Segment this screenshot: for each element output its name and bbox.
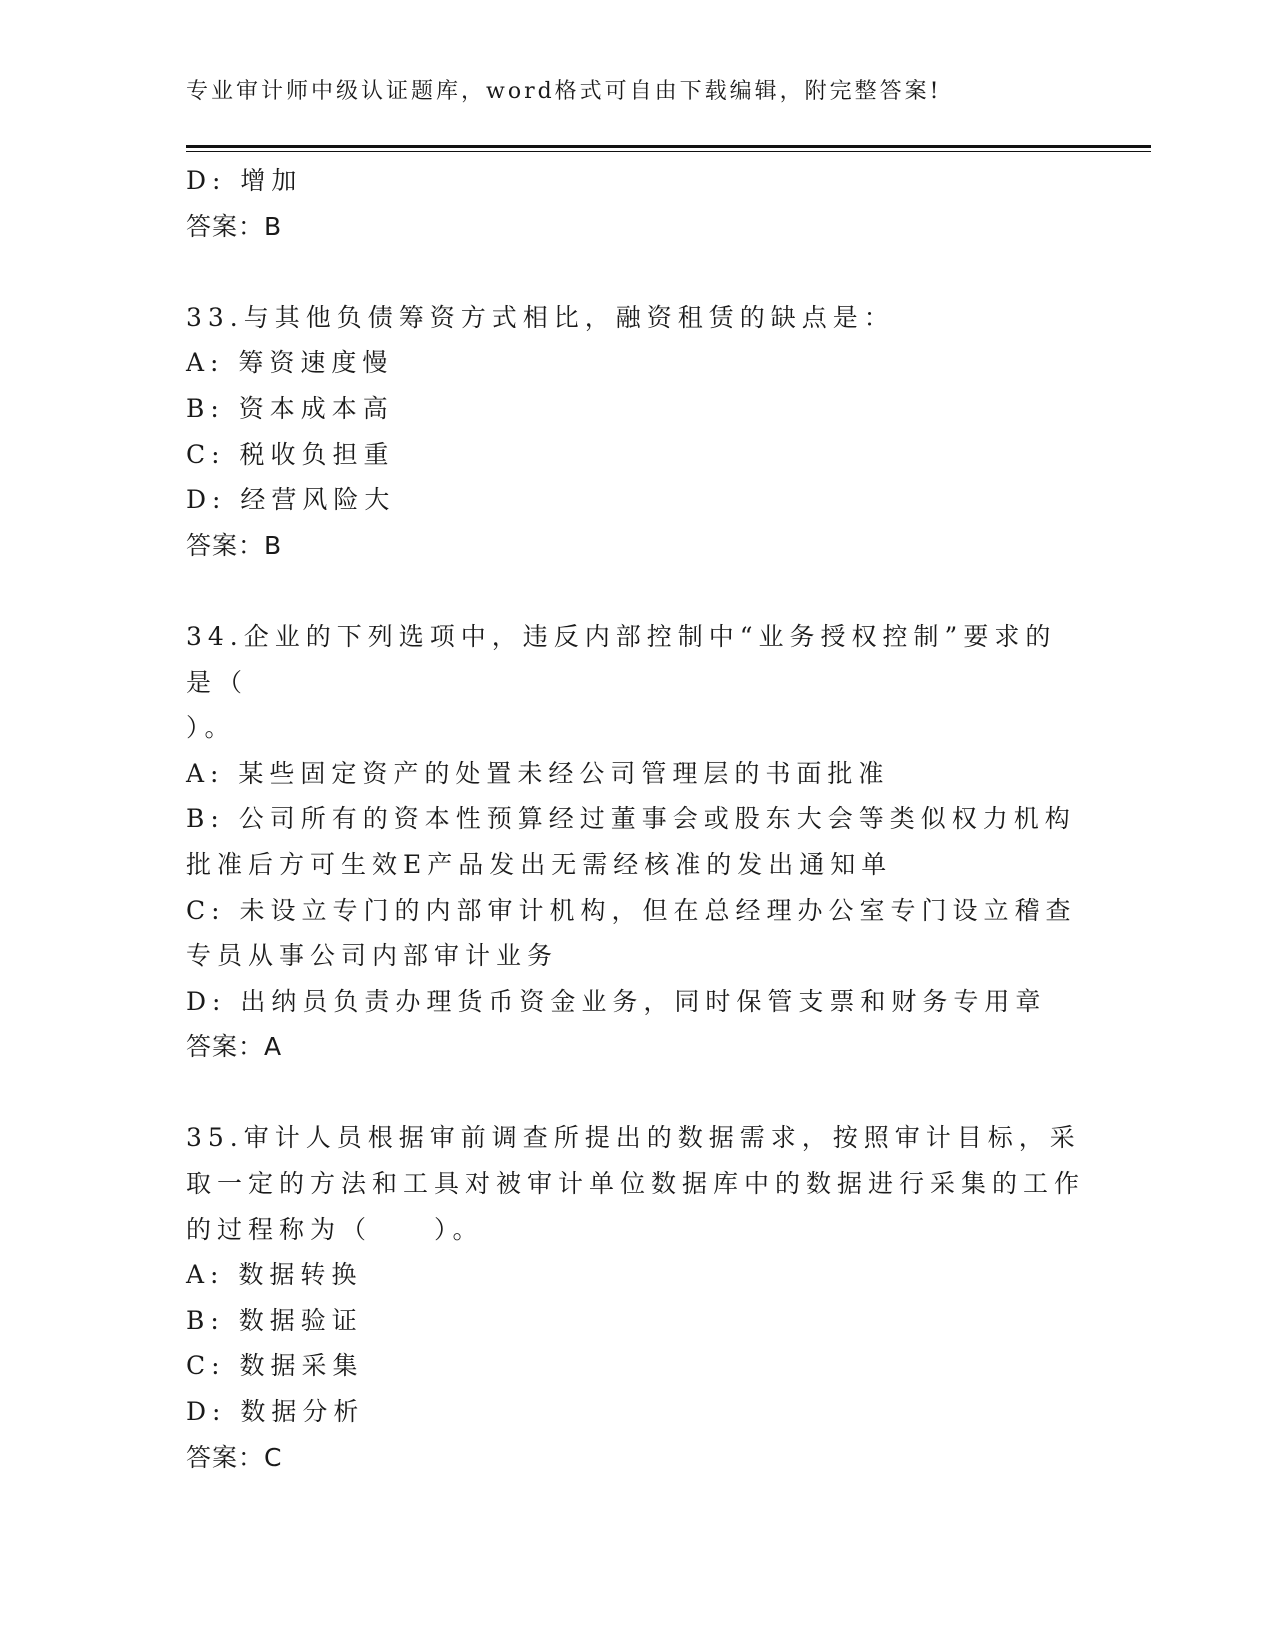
option-c: C: 数据采集: [186, 1351, 364, 1381]
option-a: A: 筹资速度慢: [186, 348, 394, 378]
page-header: 专业审计师中级认证题库，word格式可自由下载编辑，附完整答案!: [186, 79, 942, 104]
answer: 答案：C: [186, 1442, 283, 1472]
header-rule-thin: [186, 151, 1151, 152]
answer: 答案：A: [186, 1032, 283, 1062]
option-a: A: 数据转换: [186, 1260, 363, 1290]
question-stem: 35.审计人员根据审前调查所提出的数据需求，按照审计目标，采取一定的方法和工具对被审计单位数据库中的数据进行采集的工作的过程称为（ ）。: [186, 1123, 1086, 1244]
option-d: D: 出纳员负责办理货币资金业务，同时保管支票和财务专用章: [186, 986, 1047, 1016]
option-b: B: 数据验证: [186, 1305, 363, 1335]
document-body: [186, 158, 1086, 1480]
question-stem-line-1: 34.企业的下列选项中，违反内部控制中“业务授权控制”要求的是（: [186, 621, 1057, 697]
answer: 答案：B: [186, 530, 283, 560]
question-stem: 33.与其他负债筹资方式相比，融资租赁的缺点是：: [186, 302, 895, 332]
option-d: D: 经营风险大: [186, 485, 396, 515]
option-c: C: 未设立专门的内部审计机构，但在总经理办公室专门设立稽查专员从事公司内部审计业务: [186, 895, 1077, 971]
answer: 答案：B: [186, 211, 283, 241]
option-a: A: 某些固定资产的处置未经公司管理层的书面批准: [186, 758, 890, 788]
question-33: [186, 295, 1086, 569]
option-c: C: 税收负担重: [186, 439, 395, 469]
option-b: B: 资本成本高: [186, 393, 394, 423]
question-stem-line-2: ）。: [186, 713, 236, 743]
header-rule-thick: [186, 145, 1151, 148]
question-35: [186, 1115, 1086, 1480]
question-34: [186, 614, 1086, 1070]
option-d: D: 增加: [186, 166, 303, 195]
option-d: D: 数据分析: [186, 1397, 365, 1427]
option-b: B: 公司所有的资本性预算经过董事会或股东大会等类似权力机构批准后方可生效E产品发出无需经核准的发出通知单: [186, 804, 1076, 879]
